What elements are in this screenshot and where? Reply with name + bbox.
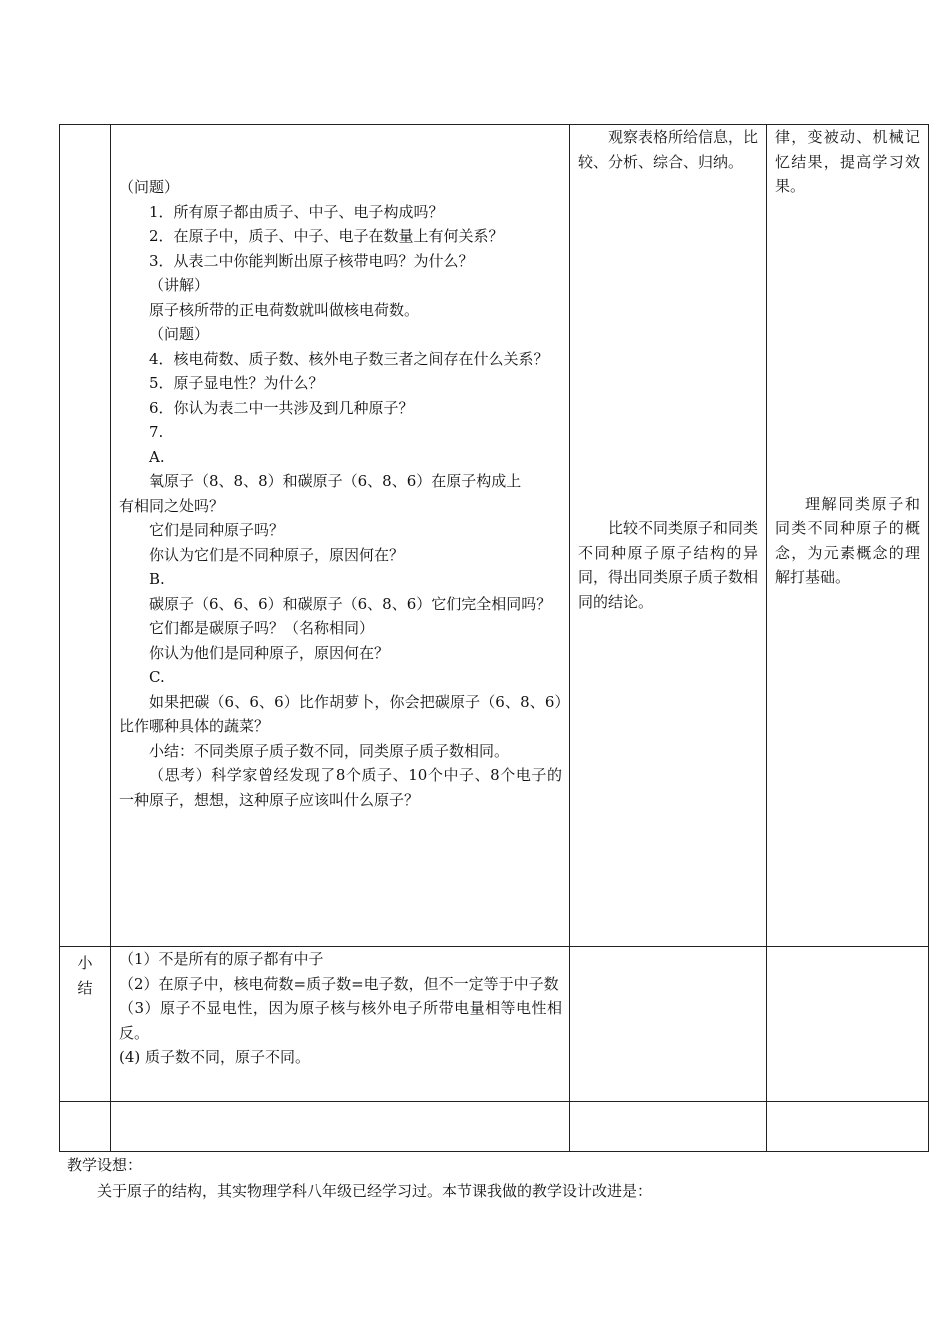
text-line: 你认为它们是不同种原子，原因何在？: [149, 545, 405, 564]
text-line: 1．所有原子都由质子、中子、电子构成吗？: [149, 202, 444, 221]
spacer: [775, 199, 920, 492]
text-line: 你认为他们是同种原子，原因何在？: [149, 643, 390, 662]
text-line: （讲解）: [149, 276, 210, 294]
text-line: 如果把碳（6、6、6）比作胡萝卜，你会把碳原子（6、8、6）比作哪种具体的蔬菜？: [119, 692, 562, 735]
text-line: B.: [149, 570, 165, 588]
notes-heading: 教学设想：: [67, 1156, 143, 1174]
lesson-plan-table: [59, 124, 929, 1152]
text-line: 它们都是碳原子吗？（名称相同）: [149, 619, 375, 637]
teaching-notes: [67, 1152, 887, 1204]
design-intent-memory: 律，变被动、机械记忆结果，提高学习效果。: [775, 128, 920, 195]
cell-empty: [60, 1102, 111, 1152]
notes-body: 关于原子的结构，其实物理学科八年级已经学习过。本节课我做的教学设计改进是：: [97, 1182, 653, 1200]
text-line: 它们是同种原子吗？: [149, 521, 285, 539]
text-line: 小结：不同类原子质子数不同，同类原子质子数相同。: [149, 741, 510, 760]
text-line: 4．核电荷数、质子数、核外电子数三者之间存在什么关系？: [149, 349, 549, 368]
text-line: （问题）: [149, 325, 210, 343]
spacer: [578, 174, 758, 516]
text-line: 氧原子（8、8、8）和碳原子（6、8、6）在原子构成上: [149, 472, 522, 490]
student-activity-observe: 观察表格所给信息，比较、分析、综合、归纳。: [578, 128, 759, 171]
cell-design-intent: [767, 125, 929, 947]
cell-empty: [767, 1102, 929, 1152]
text-line: 原子核所带的正电荷数就叫做核电荷数。: [149, 300, 420, 319]
summary-label-text: 小结: [77, 954, 93, 997]
text-line: 2．在原子中，质子、中子、电子在数量上有何关系？: [149, 227, 504, 245]
cell-summary-items: [111, 947, 570, 1102]
text-line: （问题）: [119, 178, 180, 196]
summary-item: （1）不是所有的原子都有中子: [119, 950, 324, 968]
summary-label: [60, 947, 111, 1102]
cell-empty: [111, 1102, 570, 1152]
summary-item: （3）原子不显电性，因为原子核与核外电子所带电量相等电性相反。: [119, 999, 562, 1042]
text-line: 7.: [149, 423, 164, 441]
summary-item: （2）在原子中，核电荷数=质子数=电子数，但不一定等于中子数: [119, 974, 559, 993]
student-activity-compare: 比较不同类原子和同类不同种原子原子结构的异同，得出同类原子质子数相同的结论。: [578, 519, 759, 611]
table-row-blank: [60, 1102, 929, 1152]
table-row-summary: [60, 947, 929, 1102]
cell-stage-empty: [60, 125, 111, 947]
cell-empty: [767, 947, 929, 1102]
text-line: 碳原子（6、6、6）和碳原子（6、8、6）它们完全相同吗？: [149, 594, 552, 613]
table-row-main: [60, 125, 929, 947]
cell-teacher-activity: [111, 125, 570, 947]
summary-item: (4) 质子数不同，原子不同。: [119, 1048, 311, 1066]
text-line: （思考）科学家曾经发现了8个质子、10个中子、8个电子的一种原子，想想，这种原子应该叫什么原子？: [119, 766, 562, 809]
text-line: 5．原子显电性？为什么？: [149, 374, 324, 392]
text-line: 有相同之处吗？: [119, 496, 225, 515]
text-line: 3．从表二中你能判断出原子核带电吗？为什么？: [149, 251, 474, 270]
text-line: 6．你认为表二中一共涉及到几种原子？: [149, 398, 414, 417]
cell-student-activity: [570, 125, 767, 947]
design-intent-concept: 理解同类原子和同类不同种原子的概念，为元素概念的理解打基础。: [775, 494, 920, 586]
text-line: A.: [149, 447, 165, 466]
cell-empty: [570, 947, 767, 1102]
text-line: C.: [149, 668, 165, 686]
spacer: [119, 125, 562, 175]
cell-empty: [570, 1102, 767, 1152]
